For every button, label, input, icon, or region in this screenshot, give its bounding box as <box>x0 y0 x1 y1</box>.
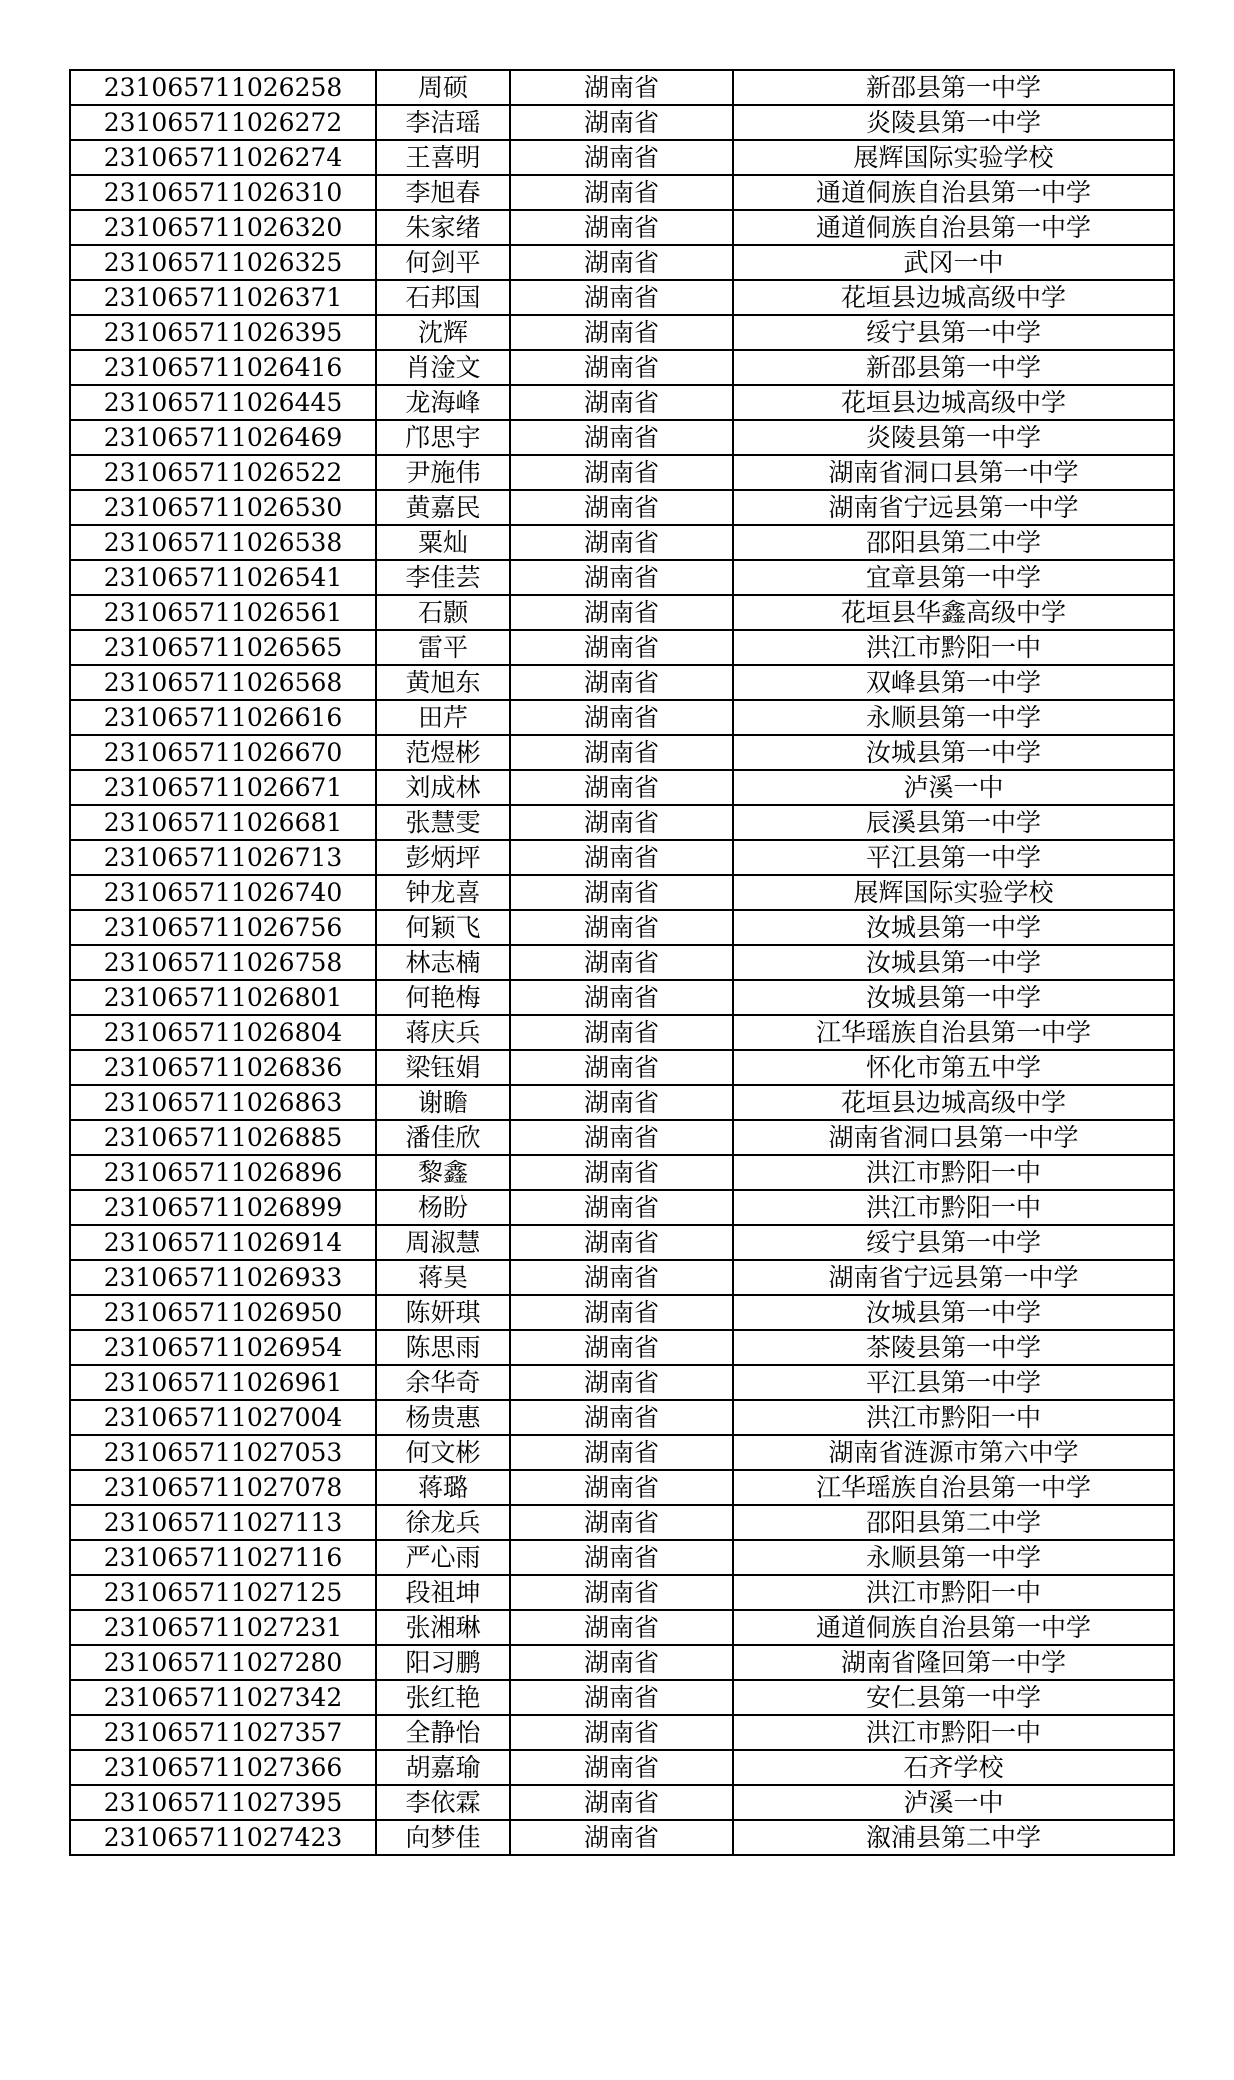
province-cell: 湖南省 <box>510 1820 733 1855</box>
registration-number-cell: 231065711026914 <box>70 1225 376 1260</box>
table-row <box>70 665 1174 700</box>
table-row <box>70 350 1174 385</box>
school-cell: 石齐学校 <box>733 1750 1174 1785</box>
province-cell: 湖南省 <box>510 455 733 490</box>
student-name-cell: 李依霖 <box>376 1785 510 1820</box>
registration-number-cell: 231065711026258 <box>70 70 376 105</box>
table-row <box>70 1435 1174 1470</box>
school-cell: 泸溪一中 <box>733 770 1174 805</box>
registration-number-cell: 231065711027342 <box>70 1680 376 1715</box>
roster-table-body <box>70 70 1174 1855</box>
province-cell: 湖南省 <box>510 1120 733 1155</box>
school-cell: 通道侗族自治县第一中学 <box>733 210 1174 245</box>
student-name-cell: 何剑平 <box>376 245 510 280</box>
school-cell: 湖南省涟源市第六中学 <box>733 1435 1174 1470</box>
table-row <box>70 525 1174 560</box>
student-name-cell: 黄旭东 <box>376 665 510 700</box>
registration-number-cell: 231065711026836 <box>70 1050 376 1085</box>
registration-number-cell: 231065711026522 <box>70 455 376 490</box>
registration-number-cell: 231065711026961 <box>70 1365 376 1400</box>
school-cell: 永顺县第一中学 <box>733 1540 1174 1575</box>
table-row <box>70 770 1174 805</box>
school-cell: 通道侗族自治县第一中学 <box>733 1610 1174 1645</box>
province-cell: 湖南省 <box>510 315 733 350</box>
student-name-cell: 向梦佳 <box>376 1820 510 1855</box>
student-name-cell: 邝思宇 <box>376 420 510 455</box>
table-row <box>70 1295 1174 1330</box>
school-cell: 花垣县华鑫高级中学 <box>733 595 1174 630</box>
table-row <box>70 1050 1174 1085</box>
province-cell: 湖南省 <box>510 1400 733 1435</box>
registration-number-cell: 231065711026758 <box>70 945 376 980</box>
table-row <box>70 1505 1174 1540</box>
school-cell: 平江县第一中学 <box>733 840 1174 875</box>
province-cell: 湖南省 <box>510 1330 733 1365</box>
student-name-cell: 尹施伟 <box>376 455 510 490</box>
registration-number-cell: 231065711027231 <box>70 1610 376 1645</box>
student-name-cell: 杨贵惠 <box>376 1400 510 1435</box>
registration-number-cell: 231065711026274 <box>70 140 376 175</box>
table-row <box>70 1610 1174 1645</box>
school-cell: 花垣县边城高级中学 <box>733 385 1174 420</box>
school-cell: 洪江市黔阳一中 <box>733 1190 1174 1225</box>
student-name-cell: 王喜明 <box>376 140 510 175</box>
table-row <box>70 910 1174 945</box>
student-name-cell: 林志楠 <box>376 945 510 980</box>
registration-number-cell: 231065711027053 <box>70 1435 376 1470</box>
province-cell: 湖南省 <box>510 1575 733 1610</box>
school-cell: 通道侗族自治县第一中学 <box>733 175 1174 210</box>
province-cell: 湖南省 <box>510 1050 733 1085</box>
province-cell: 湖南省 <box>510 1435 733 1470</box>
table-row <box>70 1715 1174 1750</box>
student-name-cell: 周淑慧 <box>376 1225 510 1260</box>
province-cell: 湖南省 <box>510 1225 733 1260</box>
registration-number-cell: 231065711026671 <box>70 770 376 805</box>
table-row <box>70 490 1174 525</box>
school-cell: 汝城县第一中学 <box>733 945 1174 980</box>
school-cell: 怀化市第五中学 <box>733 1050 1174 1085</box>
student-name-cell: 李旭春 <box>376 175 510 210</box>
student-name-cell: 胡嘉瑜 <box>376 1750 510 1785</box>
province-cell: 湖南省 <box>510 1365 733 1400</box>
school-cell: 溆浦县第二中学 <box>733 1820 1174 1855</box>
registration-number-cell: 231065711026416 <box>70 350 376 385</box>
table-row <box>70 280 1174 315</box>
province-cell: 湖南省 <box>510 770 733 805</box>
province-cell: 湖南省 <box>510 1470 733 1505</box>
registration-number-cell: 231065711026541 <box>70 560 376 595</box>
school-cell: 新邵县第一中学 <box>733 350 1174 385</box>
school-cell: 洪江市黔阳一中 <box>733 1155 1174 1190</box>
province-cell: 湖南省 <box>510 140 733 175</box>
registration-number-cell: 231065711026616 <box>70 700 376 735</box>
table-row <box>70 1260 1174 1295</box>
province-cell: 湖南省 <box>510 245 733 280</box>
student-name-cell: 潘佳欣 <box>376 1120 510 1155</box>
registration-number-cell: 231065711026801 <box>70 980 376 1015</box>
province-cell: 湖南省 <box>510 560 733 595</box>
student-name-cell: 张湘琳 <box>376 1610 510 1645</box>
student-name-cell: 何颖飞 <box>376 910 510 945</box>
registration-number-cell: 231065711026561 <box>70 595 376 630</box>
province-cell: 湖南省 <box>510 1680 733 1715</box>
province-cell: 湖南省 <box>510 490 733 525</box>
student-name-cell: 谢瞻 <box>376 1085 510 1120</box>
table-row <box>70 805 1174 840</box>
registration-number-cell: 231065711026954 <box>70 1330 376 1365</box>
student-name-cell: 徐龙兵 <box>376 1505 510 1540</box>
province-cell: 湖南省 <box>510 1015 733 1050</box>
school-cell: 湖南省宁远县第一中学 <box>733 1260 1174 1295</box>
school-cell: 炎陵县第一中学 <box>733 420 1174 455</box>
registration-number-cell: 231065711026272 <box>70 105 376 140</box>
registration-number-cell: 231065711027366 <box>70 1750 376 1785</box>
table-row <box>70 1330 1174 1365</box>
province-cell: 湖南省 <box>510 1610 733 1645</box>
student-name-cell: 陈妍琪 <box>376 1295 510 1330</box>
school-cell: 武冈一中 <box>733 245 1174 280</box>
table-row <box>70 1785 1174 1820</box>
student-name-cell: 蒋庆兵 <box>376 1015 510 1050</box>
student-name-cell: 钟龙喜 <box>376 875 510 910</box>
table-row <box>70 1750 1174 1785</box>
table-row <box>70 140 1174 175</box>
registration-number-cell: 231065711026863 <box>70 1085 376 1120</box>
province-cell: 湖南省 <box>510 735 733 770</box>
student-name-cell: 石邦国 <box>376 280 510 315</box>
table-row <box>70 245 1174 280</box>
table-row <box>70 1190 1174 1225</box>
province-cell: 湖南省 <box>510 385 733 420</box>
province-cell: 湖南省 <box>510 420 733 455</box>
school-cell: 洪江市黔阳一中 <box>733 1715 1174 1750</box>
province-cell: 湖南省 <box>510 1750 733 1785</box>
table-row <box>70 1365 1174 1400</box>
registration-number-cell: 231065711026538 <box>70 525 376 560</box>
province-cell: 湖南省 <box>510 1085 733 1120</box>
school-cell: 江华瑶族自治县第一中学 <box>733 1015 1174 1050</box>
province-cell: 湖南省 <box>510 70 733 105</box>
school-cell: 汝城县第一中学 <box>733 735 1174 770</box>
province-cell: 湖南省 <box>510 350 733 385</box>
table-row <box>70 875 1174 910</box>
student-name-cell: 粟灿 <box>376 525 510 560</box>
school-cell: 泸溪一中 <box>733 1785 1174 1820</box>
student-name-cell: 雷平 <box>376 630 510 665</box>
province-cell: 湖南省 <box>510 175 733 210</box>
province-cell: 湖南省 <box>510 980 733 1015</box>
registration-number-cell: 231065711026899 <box>70 1190 376 1225</box>
table-row <box>70 1225 1174 1260</box>
registration-number-cell: 231065711026395 <box>70 315 376 350</box>
province-cell: 湖南省 <box>510 840 733 875</box>
table-row <box>70 735 1174 770</box>
registration-number-cell: 231065711027004 <box>70 1400 376 1435</box>
registration-number-cell: 231065711026681 <box>70 805 376 840</box>
roster-table <box>69 69 1175 1856</box>
registration-number-cell: 231065711026933 <box>70 1260 376 1295</box>
school-cell: 邵阳县第二中学 <box>733 1505 1174 1540</box>
province-cell: 湖南省 <box>510 630 733 665</box>
registration-number-cell: 231065711026896 <box>70 1155 376 1190</box>
school-cell: 展辉国际实验学校 <box>733 875 1174 910</box>
school-cell: 双峰县第一中学 <box>733 665 1174 700</box>
school-cell: 绥宁县第一中学 <box>733 315 1174 350</box>
student-name-cell: 刘成林 <box>376 770 510 805</box>
registration-number-cell: 231065711026469 <box>70 420 376 455</box>
registration-number-cell: 231065711027423 <box>70 1820 376 1855</box>
province-cell: 湖南省 <box>510 875 733 910</box>
table-row <box>70 1680 1174 1715</box>
student-name-cell: 张红艳 <box>376 1680 510 1715</box>
table-row <box>70 560 1174 595</box>
registration-number-cell: 231065711027125 <box>70 1575 376 1610</box>
student-name-cell: 蒋璐 <box>376 1470 510 1505</box>
table-row <box>70 630 1174 665</box>
student-name-cell: 严心雨 <box>376 1540 510 1575</box>
registration-number-cell: 231065711026740 <box>70 875 376 910</box>
registration-number-cell: 231065711027280 <box>70 1645 376 1680</box>
student-name-cell: 肖淦文 <box>376 350 510 385</box>
table-row <box>70 315 1174 350</box>
table-row <box>70 175 1174 210</box>
table-row <box>70 1120 1174 1155</box>
school-cell: 江华瑶族自治县第一中学 <box>733 1470 1174 1505</box>
student-name-cell: 陈思雨 <box>376 1330 510 1365</box>
registration-number-cell: 231065711026804 <box>70 1015 376 1050</box>
registration-number-cell: 231065711027395 <box>70 1785 376 1820</box>
school-cell: 汝城县第一中学 <box>733 980 1174 1015</box>
student-name-cell: 范煜彬 <box>376 735 510 770</box>
student-name-cell: 阳习鹏 <box>376 1645 510 1680</box>
table-row <box>70 385 1174 420</box>
school-cell: 汝城县第一中学 <box>733 1295 1174 1330</box>
school-cell: 炎陵县第一中学 <box>733 105 1174 140</box>
table-row <box>70 70 1174 105</box>
school-cell: 平江县第一中学 <box>733 1365 1174 1400</box>
student-name-cell: 杨盼 <box>376 1190 510 1225</box>
table-row <box>70 1575 1174 1610</box>
student-name-cell: 龙海峰 <box>376 385 510 420</box>
province-cell: 湖南省 <box>510 595 733 630</box>
table-row <box>70 1540 1174 1575</box>
registration-number-cell: 231065711026885 <box>70 1120 376 1155</box>
registration-number-cell: 231065711026320 <box>70 210 376 245</box>
registration-number-cell: 231065711026371 <box>70 280 376 315</box>
province-cell: 湖南省 <box>510 665 733 700</box>
registration-number-cell: 231065711026950 <box>70 1295 376 1330</box>
province-cell: 湖南省 <box>510 210 733 245</box>
province-cell: 湖南省 <box>510 1260 733 1295</box>
registration-number-cell: 231065711026568 <box>70 665 376 700</box>
school-cell: 洪江市黔阳一中 <box>733 1575 1174 1610</box>
province-cell: 湖南省 <box>510 805 733 840</box>
table-row <box>70 1820 1174 1855</box>
table-row <box>70 420 1174 455</box>
school-cell: 永顺县第一中学 <box>733 700 1174 735</box>
registration-number-cell: 231065711026445 <box>70 385 376 420</box>
student-name-cell: 田芹 <box>376 700 510 735</box>
student-name-cell: 余华奇 <box>376 1365 510 1400</box>
province-cell: 湖南省 <box>510 1155 733 1190</box>
school-cell: 展辉国际实验学校 <box>733 140 1174 175</box>
student-name-cell: 段祖坤 <box>376 1575 510 1610</box>
student-name-cell: 朱家绪 <box>376 210 510 245</box>
student-name-cell: 石颢 <box>376 595 510 630</box>
table-row <box>70 1470 1174 1505</box>
school-cell: 洪江市黔阳一中 <box>733 1400 1174 1435</box>
student-name-cell: 全静怡 <box>376 1715 510 1750</box>
province-cell: 湖南省 <box>510 1645 733 1680</box>
province-cell: 湖南省 <box>510 280 733 315</box>
table-row <box>70 840 1174 875</box>
registration-number-cell: 231065711027357 <box>70 1715 376 1750</box>
registration-number-cell: 231065711026565 <box>70 630 376 665</box>
registration-number-cell: 231065711026756 <box>70 910 376 945</box>
province-cell: 湖南省 <box>510 700 733 735</box>
table-row <box>70 1645 1174 1680</box>
table-row <box>70 210 1174 245</box>
school-cell: 安仁县第一中学 <box>733 1680 1174 1715</box>
table-row <box>70 945 1174 980</box>
student-name-cell: 李佳芸 <box>376 560 510 595</box>
table-row <box>70 105 1174 140</box>
registration-number-cell: 231065711026713 <box>70 840 376 875</box>
table-row <box>70 1015 1174 1050</box>
student-name-cell: 沈辉 <box>376 315 510 350</box>
school-cell: 汝城县第一中学 <box>733 910 1174 945</box>
table-row <box>70 1400 1174 1435</box>
school-cell: 湖南省宁远县第一中学 <box>733 490 1174 525</box>
student-name-cell: 李洁瑶 <box>376 105 510 140</box>
table-row <box>70 1085 1174 1120</box>
table-row <box>70 455 1174 490</box>
registration-number-cell: 231065711026530 <box>70 490 376 525</box>
province-cell: 湖南省 <box>510 525 733 560</box>
table-row <box>70 595 1174 630</box>
table-row <box>70 700 1174 735</box>
province-cell: 湖南省 <box>510 1540 733 1575</box>
school-cell: 湖南省洞口县第一中学 <box>733 1120 1174 1155</box>
province-cell: 湖南省 <box>510 1505 733 1540</box>
student-name-cell: 蒋昊 <box>376 1260 510 1295</box>
registration-number-cell: 231065711026670 <box>70 735 376 770</box>
student-name-cell: 张慧雯 <box>376 805 510 840</box>
school-cell: 绥宁县第一中学 <box>733 1225 1174 1260</box>
school-cell: 洪江市黔阳一中 <box>733 630 1174 665</box>
school-cell: 宜章县第一中学 <box>733 560 1174 595</box>
registration-number-cell: 231065711027116 <box>70 1540 376 1575</box>
school-cell: 新邵县第一中学 <box>733 70 1174 105</box>
province-cell: 湖南省 <box>510 910 733 945</box>
student-name-cell: 黄嘉民 <box>376 490 510 525</box>
province-cell: 湖南省 <box>510 105 733 140</box>
table-row <box>70 1155 1174 1190</box>
student-name-cell: 彭炳坪 <box>376 840 510 875</box>
registration-number-cell: 231065711027078 <box>70 1470 376 1505</box>
student-name-cell: 周硕 <box>376 70 510 105</box>
school-cell: 邵阳县第二中学 <box>733 525 1174 560</box>
student-name-cell: 黎鑫 <box>376 1155 510 1190</box>
school-cell: 花垣县边城高级中学 <box>733 280 1174 315</box>
student-name-cell: 何文彬 <box>376 1435 510 1470</box>
school-cell: 辰溪县第一中学 <box>733 805 1174 840</box>
province-cell: 湖南省 <box>510 1295 733 1330</box>
registration-number-cell: 231065711026325 <box>70 245 376 280</box>
province-cell: 湖南省 <box>510 1715 733 1750</box>
registration-number-cell: 231065711027113 <box>70 1505 376 1540</box>
school-cell: 湖南省隆回第一中学 <box>733 1645 1174 1680</box>
province-cell: 湖南省 <box>510 945 733 980</box>
student-name-cell: 何艳梅 <box>376 980 510 1015</box>
province-cell: 湖南省 <box>510 1190 733 1225</box>
registration-number-cell: 231065711026310 <box>70 175 376 210</box>
student-name-cell: 梁钰娟 <box>376 1050 510 1085</box>
school-cell: 茶陵县第一中学 <box>733 1330 1174 1365</box>
school-cell: 花垣县边城高级中学 <box>733 1085 1174 1120</box>
province-cell: 湖南省 <box>510 1785 733 1820</box>
school-cell: 湖南省洞口县第一中学 <box>733 455 1174 490</box>
table-row <box>70 980 1174 1015</box>
